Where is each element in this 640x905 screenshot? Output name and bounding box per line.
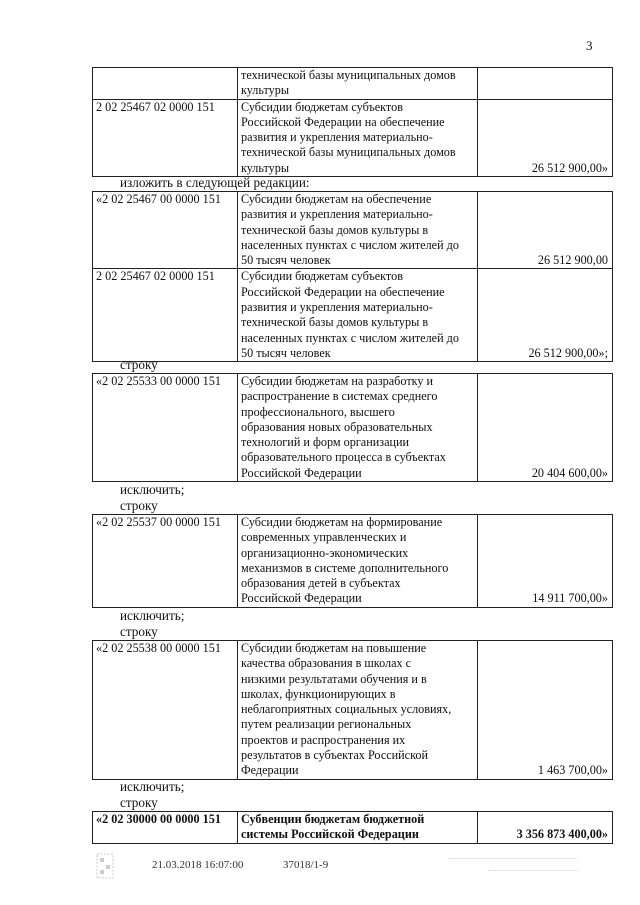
description-cell: Субсидии бюджетам на обеспечение развития и укрепления материально- технической базы домов культуры в населенных пунктах с числом жителей до 50 тысяч человек (238, 192, 478, 269)
budget-code-cell: «2 02 25467 00 0000 151 (93, 192, 238, 269)
description-cell: Субвенции бюджетам бюджетной системы Российской Федерации (238, 812, 478, 844)
footer-doc-id: 37018/1-9 (283, 859, 329, 871)
table-row (93, 812, 613, 844)
table-row (93, 68, 613, 100)
footer-datetime: 21.03.2018 16:07:00 (152, 859, 244, 871)
amount-cell: 26 512 900,00» (478, 99, 613, 176)
instruction-text: изложить в следующей редакции: (120, 175, 310, 190)
budget-table-new (92, 191, 608, 362)
instruction-text: строку (120, 357, 158, 372)
instruction-text: строку (120, 795, 158, 810)
budget-table-old (92, 67, 608, 177)
table-row (93, 269, 613, 362)
amount-cell: 26 512 900,00»; (478, 269, 613, 362)
table-row (93, 641, 613, 780)
amount-cell: 14 911 700,00» (478, 515, 613, 608)
instruction-text: исключить; (120, 608, 185, 623)
instruction-text: исключить; (120, 779, 185, 794)
qr-stamp-icon (96, 853, 114, 879)
table-row (93, 515, 613, 608)
table-row (93, 374, 613, 482)
budget-code-cell: «2 02 25533 00 0000 151 (93, 374, 238, 482)
amount-cell: 1 463 700,00» (478, 641, 613, 780)
description-cell: Субсидии бюджетам субъектов Российской Федерации на обеспечение развития и укрепления материально- технической базы домов культуры в населенных пунктах с числом жителей до 50 тысяч человек (238, 269, 478, 362)
faded-stamp-text (448, 853, 588, 871)
budget-code-cell: «2 02 30000 00 0000 151 (93, 812, 238, 844)
amount-cell (478, 68, 613, 100)
table-row (93, 99, 613, 176)
page-number: 3 (586, 38, 593, 53)
instruction-text: исключить; (120, 482, 185, 497)
amount-cell: 20 404 600,00» (478, 374, 613, 482)
description-cell: технической базы муниципальных домов культуры (238, 68, 478, 100)
instruction-text: строку (120, 624, 158, 639)
description-cell: Субсидии бюджетам на формирование современных управленческих и организационно-экономических механизмов в системе дополнительного образования детей в субъектах Российской Федерации (238, 515, 478, 608)
budget-code-cell (93, 68, 238, 100)
budget-code-cell: 2 02 25467 02 0000 151 (93, 269, 238, 362)
amount-cell: 26 512 900,00 (478, 192, 613, 269)
instruction-text: строку (120, 498, 158, 513)
budget-table-row-25537 (92, 514, 608, 608)
description-cell: Субсидии бюджетам на повышение качества образования в школах с низкими результатами обучения и в школах, функционирующих в неблагоприятных социальных условиях, путем реализации региональных проектов и распространения их результатов в субъектах Российской Федерации (238, 641, 478, 780)
table-row (93, 192, 613, 269)
budget-code-cell: «2 02 25538 00 0000 151 (93, 641, 238, 780)
budget-table-row-25533 (92, 373, 608, 482)
amount-cell: 3 356 873 400,00» (478, 812, 613, 844)
budget-code-cell: 2 02 25467 02 0000 151 (93, 99, 238, 176)
budget-table-row-25538 (92, 640, 608, 780)
budget-table-row-30000 (92, 811, 608, 844)
budget-code-cell: «2 02 25537 00 0000 151 (93, 515, 238, 608)
description-cell: Субсидии бюджетам субъектов Российской Федерации на обеспечение развития и укрепления материально- технической базы муниципальных домов культуры (238, 99, 478, 176)
description-cell: Субсидии бюджетам на разработку и распространение в системах среднего профессионального, высшего образования новых образовательных технологий и форм организации образовательного процесса в субъектах Российской Федерации (238, 374, 478, 482)
